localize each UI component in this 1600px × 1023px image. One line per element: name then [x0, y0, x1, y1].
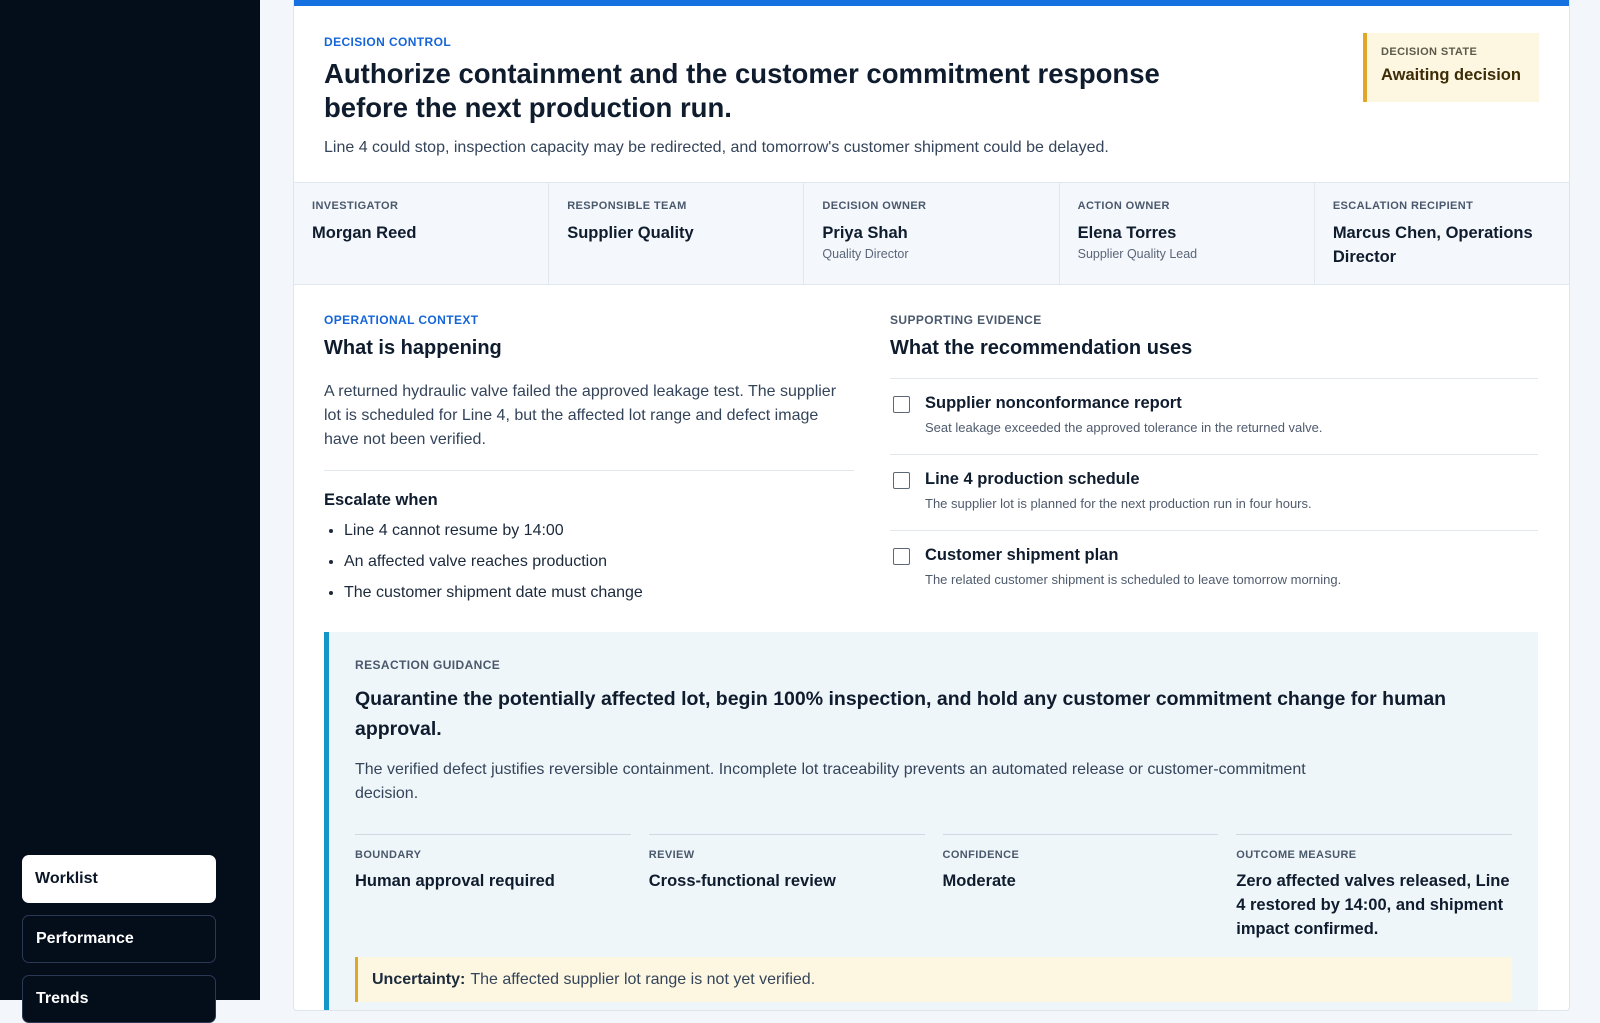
evidence-item: [890, 455, 1538, 531]
uncertainty-text: The affected supplier lot range is not yet verified.: [470, 970, 816, 988]
sidebar-item-label: Trends: [36, 990, 89, 1007]
evidence-desc: The supplier lot is planned for the next production run in four hours.: [925, 496, 1312, 511]
owners-strip: [294, 182, 1569, 285]
metric-label: BOUNDARY: [355, 849, 422, 861]
list-item: • The customer shipment date must change: [344, 582, 854, 604]
owner-investigator: [294, 183, 549, 284]
sidebar-item-label: Worklist: [35, 870, 98, 887]
metric-outcome-measure: [1236, 834, 1512, 941]
owner-role: Supplier Quality Lead: [1077, 247, 1198, 261]
uncertainty-label: Uncertainty:: [372, 970, 466, 988]
owner-name: Priya Shah: [822, 224, 908, 242]
page-subtitle: Line 4 could stop, inspection capacity may be redirected, and tomorrow's customer shipment could be delayed.: [324, 139, 1109, 156]
evidence-item: [890, 531, 1538, 607]
evidence-name: Supplier nonconformance report: [925, 394, 1182, 412]
guidance-eyebrow: RESACTION GUIDANCE: [355, 658, 501, 672]
metric-label: OUTCOME MEASURE: [1236, 849, 1357, 861]
sidebar-item-performance[interactable]: [22, 915, 216, 963]
sidebar-item-trends[interactable]: [22, 975, 216, 1023]
evidence-name: Customer shipment plan: [925, 546, 1119, 564]
metric-boundary: [355, 834, 631, 941]
owner-label: RESPONSIBLE TEAM: [567, 200, 687, 212]
owner-name: Supplier Quality: [567, 224, 694, 242]
owner-label: ESCALATION RECIPIENT: [1332, 200, 1474, 212]
owner-label: DECISION OWNER: [822, 200, 927, 212]
guidance-body: The verified defect justifies reversible containment. Incomplete lot traceability prevents an automated release or customer-commitment decision.: [355, 761, 1306, 802]
decision-header: [324, 35, 1184, 157]
metric-value: Zero affected valves released, Line 4 restored by 14:00, and shipment impact confirmed.: [1236, 872, 1510, 938]
owner-name: Marcus Chen, Operations Director: [1332, 224, 1533, 266]
evidence-list: [890, 378, 1538, 607]
decision-state-value: Awaiting decision: [1381, 66, 1521, 84]
evidence-checkbox[interactable]: [893, 472, 910, 489]
owner-name: Elena Torres: [1077, 224, 1177, 242]
evidence-desc: Seat leakage exceeded the approved tolerance in the returned valve.: [925, 420, 1323, 435]
evidence-desc: The related customer shipment is scheduled to leave tomorrow morning.: [925, 572, 1342, 587]
owner-escalation-recipient: [1315, 183, 1569, 284]
page-title: Authorize containment and the customer commitment response before the next production run.: [324, 58, 1160, 123]
evidence-item: [890, 379, 1538, 455]
guidance-title: Quarantine the potentially affected lot, begin 100% inspection, and hold any customer commitment change for human approval.: [355, 688, 1447, 740]
sidebar-item-label: Performance: [36, 930, 134, 947]
owner-action-owner: [1060, 183, 1315, 284]
list-item: • Line 4 cannot resume by 14:00: [344, 520, 854, 542]
list-item: • An affected valve reaches production: [344, 551, 854, 573]
escalate-list: [324, 520, 854, 604]
metric-value: Cross-functional review: [648, 872, 836, 890]
sidebar: [0, 0, 260, 1007]
sidebar-item-worklist[interactable]: [22, 855, 216, 903]
decision-state-badge: [1363, 33, 1539, 102]
owner-role: Quality Director: [822, 247, 909, 261]
evidence-checkbox[interactable]: [893, 396, 910, 413]
accent-bar: [294, 0, 1569, 6]
owner-name: Morgan Reed: [312, 224, 417, 242]
owner-label: ACTION OWNER: [1077, 200, 1170, 212]
metric-review: [649, 834, 925, 941]
context-title: What is happening: [324, 337, 502, 359]
metric-label: REVIEW: [648, 849, 695, 861]
context-body: A returned hydraulic valve failed the approved leakage test. The supplier lot is scheduled for Line 4, but the affected lot range and defect image have not been verified.: [324, 383, 837, 448]
metric-value: Moderate: [942, 872, 1016, 890]
decision-state-label: DECISION STATE: [1381, 46, 1478, 58]
evidence-name: Line 4 production schedule: [925, 470, 1140, 488]
action-guidance: [324, 632, 1538, 1011]
evidence-title: What the recommendation uses: [890, 337, 1193, 359]
decision-card: [293, 0, 1570, 1011]
owner-decision-owner: [804, 183, 1059, 284]
evidence-checkbox[interactable]: [893, 548, 910, 565]
metric-label: CONFIDENCE: [942, 849, 1020, 861]
metric-value: Human approval required: [355, 872, 555, 890]
owner-responsible-team: [549, 183, 804, 284]
operational-context: [324, 313, 854, 613]
metric-confidence: [943, 834, 1219, 941]
evidence-eyebrow: SUPPORTING EVIDENCE: [890, 313, 1042, 327]
owner-label: INVESTIGATOR: [312, 200, 399, 212]
uncertainty-note: [355, 957, 1512, 1002]
supporting-evidence: [890, 313, 1538, 607]
guidance-metrics: [355, 834, 1512, 941]
header-eyebrow: DECISION CONTROL: [324, 35, 452, 49]
divider: [324, 470, 854, 471]
context-eyebrow: OPERATIONAL CONTEXT: [324, 313, 479, 327]
escalate-title: Escalate when: [324, 491, 438, 509]
